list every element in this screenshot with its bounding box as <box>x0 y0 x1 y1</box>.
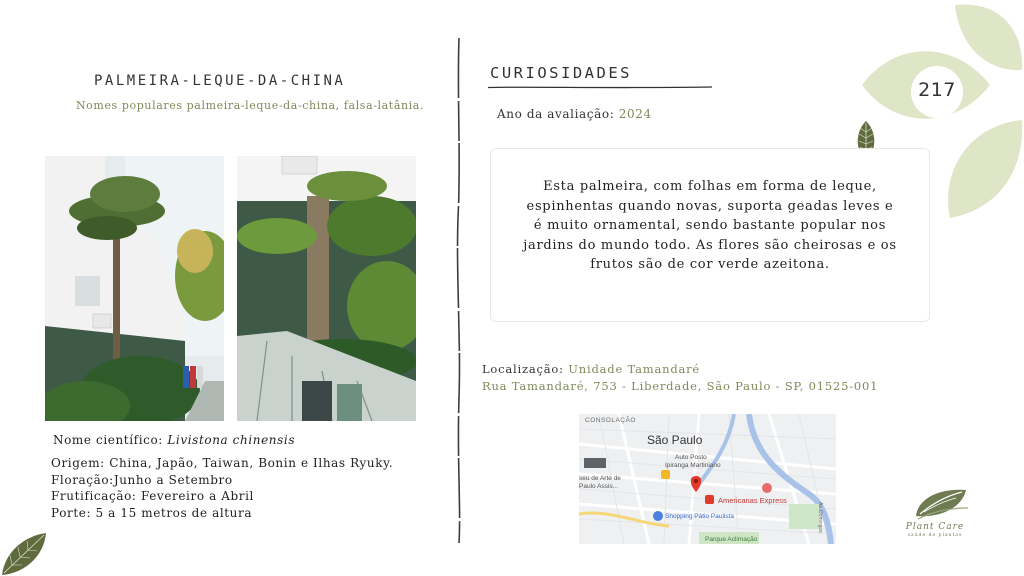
vertical-divider <box>455 38 463 543</box>
decorative-leaf-bottom <box>0 531 48 576</box>
description-card <box>490 148 930 322</box>
plant-name: PALMEIRA-LEQUE-DA-CHINA <box>94 73 346 89</box>
map-city: São Paulo <box>647 433 703 447</box>
section-title: CURIOSIDADES <box>490 64 632 82</box>
title-underline <box>488 85 712 90</box>
evaluation-year <box>497 107 652 121</box>
brand-name: Plant Care <box>905 522 965 532</box>
scientific-name <box>53 433 295 447</box>
address: Rua Tamandaré, 753 - Liberdade, São Paulo - SP, 01525-001 <box>482 379 879 393</box>
location-label: Localização: <box>482 362 564 376</box>
location-map[interactable] <box>579 414 836 544</box>
map-poi-1: Auto Posto <box>675 454 707 461</box>
year-value: 2024 <box>618 107 652 121</box>
location-value: Unidade Tamandaré <box>568 362 701 376</box>
map-district: CONSOLAÇÃO <box>585 417 636 424</box>
map-poi-2b: Paulo Assis... <box>579 483 619 490</box>
map-poi-1b: Ipiranga Martiniano <box>665 462 721 469</box>
map-poi-4: Shopping Pátio Paulista <box>665 513 735 520</box>
plant-photo-1 <box>45 156 224 421</box>
plant-photo-2 <box>237 156 416 421</box>
fact-origin: Origem: China, Japão, Taiwan, Bonin e Ilhas Ryuky. <box>51 456 394 470</box>
map-poi-3: Americanas Express <box>718 496 787 505</box>
map-poi-6: Av. Domingos <box>817 502 823 533</box>
popular-names: Nomes populares palmeira-leque-da-china, falsa-latânia. <box>75 99 425 112</box>
description-text: Esta palmeira, com folhas em forma de leque, espinhentas quando novas, suporta geadas leves e é muito ornamental, sendo bastante popular nos jardins do mundo todo. As flores são cheirosas e os frutos são de cor verde azeitona. <box>523 179 897 272</box>
map-poi-5: Parque Aclimação <box>705 536 758 543</box>
brand-tagline: saúde de plantas <box>907 533 963 538</box>
year-label: Ano da avaliação: <box>497 107 615 121</box>
fact-flowering: Floração:Junho a Setembro <box>51 472 233 487</box>
location <box>482 362 700 376</box>
page-number: 217 <box>918 79 956 101</box>
plant-facts <box>51 455 393 521</box>
map-poi-2: seu de Arte de <box>579 475 621 482</box>
plant-care-logo-icon <box>912 486 970 520</box>
fact-size: Porte: 5 a 15 metros de altura <box>51 505 253 520</box>
fact-fruiting: Frutificação: Fevereiro a Abril <box>51 489 254 503</box>
scientific-label: Nome científico: <box>53 433 163 447</box>
scientific-value: Livistona chinensis <box>167 433 296 447</box>
